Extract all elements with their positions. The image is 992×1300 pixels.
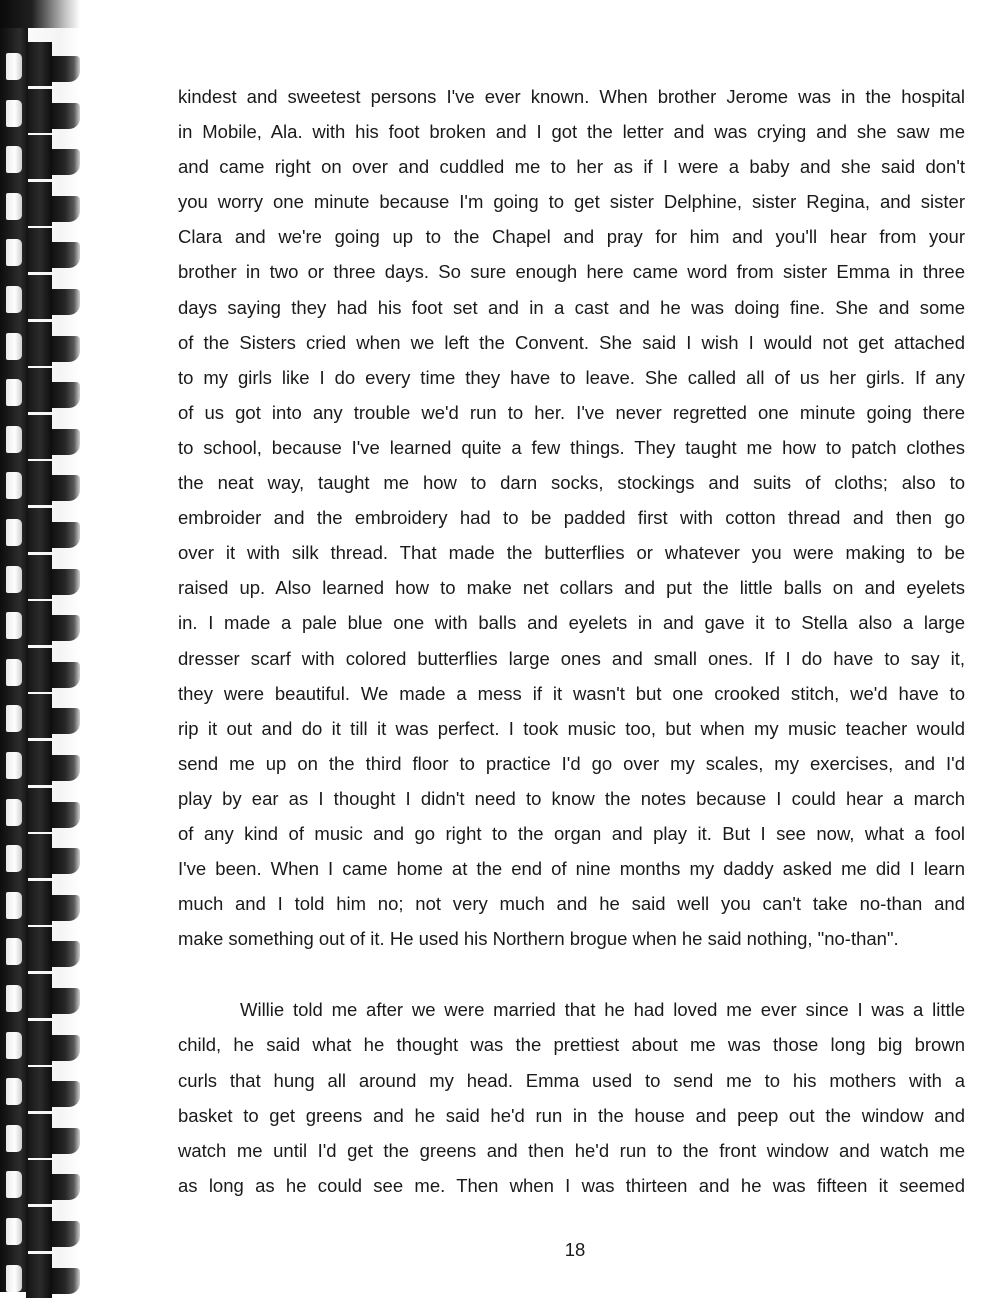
binding-coil bbox=[0, 366, 80, 414]
binding-coil-arm bbox=[26, 42, 52, 86]
text-line: over it with silk thread. That made the butterflies or whatever you were making to be bbox=[178, 542, 965, 564]
text-line: and came right on over and cuddled me to her as if I were a baby and she said don't bbox=[178, 156, 965, 178]
binding-coil-arm bbox=[26, 228, 52, 272]
text-line: watch me until I'd get the greens and then he'd run to the front window and watch me bbox=[178, 1139, 965, 1161]
binding-coil-arm bbox=[26, 415, 52, 459]
binding-coil-tip bbox=[50, 615, 80, 641]
binding-coil-arm bbox=[26, 1160, 52, 1204]
binding-hole bbox=[6, 1125, 22, 1152]
binding-coil-arm bbox=[26, 1114, 52, 1158]
binding-hole bbox=[6, 799, 22, 826]
binding-coil-tip bbox=[50, 475, 80, 501]
binding-coil-arm bbox=[26, 322, 52, 366]
binding-coil bbox=[0, 1158, 80, 1206]
binding-coil bbox=[0, 87, 80, 135]
binding-coil-arm bbox=[26, 834, 52, 878]
binding-coil bbox=[0, 133, 80, 181]
binding-coil-arm bbox=[26, 648, 52, 692]
binding-hole bbox=[6, 985, 22, 1012]
text-line: of any kind of music and go right to the organ and play it. But I see now, what a fool bbox=[178, 822, 965, 844]
binding-hole bbox=[6, 892, 22, 919]
binding-coil-tip bbox=[50, 1081, 80, 1107]
binding-coil-arm bbox=[26, 741, 52, 785]
text-line: of us got into any trouble we'd run to her. I've never regretted one minute going there bbox=[178, 401, 965, 423]
binding-hole bbox=[6, 1078, 22, 1105]
binding-coil-arm bbox=[26, 1207, 52, 1251]
binding-hole bbox=[6, 519, 22, 546]
binding-coil-tip bbox=[50, 103, 80, 129]
binding-coil-tip bbox=[50, 429, 80, 455]
binding-coil-tip bbox=[50, 755, 80, 781]
text-line: much and I told him no; not very much and he said well you can't take no-than and bbox=[178, 893, 965, 915]
binding-hole bbox=[6, 239, 22, 266]
binding-coil-tip bbox=[50, 848, 80, 874]
binding-coil-arm bbox=[26, 135, 52, 179]
binding-coil-arm bbox=[26, 1021, 52, 1065]
binding-coil bbox=[0, 320, 80, 368]
text-line: kindest and sweetest persons I've ever known. When brother Jerome was in the hospital bbox=[178, 86, 965, 107]
binding-hole bbox=[6, 193, 22, 220]
binding-coil-arm bbox=[26, 601, 52, 645]
binding-coil bbox=[0, 1205, 80, 1253]
binding-coil bbox=[0, 40, 80, 88]
binding-coil-tip bbox=[50, 708, 80, 734]
binding-hole bbox=[6, 845, 22, 872]
binding-coil-arm bbox=[26, 881, 52, 925]
text-line: dresser scarf with colored butterflies large ones and small ones. If I do have to say it, bbox=[178, 647, 965, 669]
binding-coil-tip bbox=[50, 988, 80, 1014]
binding-coil-tip bbox=[50, 289, 80, 315]
binding-coil-tip bbox=[50, 56, 80, 82]
binding-hole bbox=[6, 566, 22, 593]
binding-coil bbox=[0, 786, 80, 834]
binding-coil-tip bbox=[50, 662, 80, 688]
binding-hole bbox=[6, 146, 22, 173]
binding-coil-arm bbox=[26, 275, 52, 319]
binding-coil-arm bbox=[26, 508, 52, 552]
binding-coil-arm bbox=[26, 89, 52, 133]
binding-hole bbox=[6, 1032, 22, 1059]
binding-coil-arm bbox=[26, 694, 52, 738]
binding-hole bbox=[6, 1218, 22, 1245]
binding-coil-arm bbox=[26, 974, 52, 1018]
binding-coil-arm bbox=[26, 788, 52, 832]
text-line: Willie told me after we were married that he had loved me ever since I was a little bbox=[240, 999, 965, 1021]
binding-coil-tip bbox=[50, 242, 80, 268]
binding-coil-tip bbox=[50, 895, 80, 921]
binding-hole bbox=[6, 426, 22, 453]
binding-coil bbox=[0, 226, 80, 274]
binding-coil-tip bbox=[50, 382, 80, 408]
binding-coil bbox=[0, 1019, 80, 1067]
binding-coil-arm bbox=[26, 1254, 52, 1298]
page-number: 18 bbox=[564, 1239, 586, 1260]
text-line: embroider and the embroidery had to be padded first with cotton thread and then go bbox=[178, 507, 965, 529]
text-line: they were beautiful. We made a mess if it wasn't but one crooked stitch, we'd have to bbox=[178, 682, 965, 704]
binding-coil-tip bbox=[50, 1035, 80, 1061]
binding-coil bbox=[0, 925, 80, 973]
binding-coil-tip bbox=[50, 569, 80, 595]
binding-hole bbox=[6, 1171, 22, 1198]
binding-hole bbox=[6, 752, 22, 779]
binding-coil bbox=[0, 1112, 80, 1160]
binding-coil-tip bbox=[50, 522, 80, 548]
text-line: days saying they had his foot set and in a cast and he was doing fine. She and some bbox=[178, 296, 965, 318]
binding-coil-tip bbox=[50, 941, 80, 967]
binding-hole bbox=[6, 472, 22, 499]
binding-coil-arm bbox=[26, 182, 52, 226]
text-line: to my girls like I do every time they have to leave. She called all of us her girls. If any bbox=[178, 366, 965, 388]
binding-coil-arm bbox=[26, 555, 52, 599]
binding-coil-tip bbox=[50, 802, 80, 828]
text-line: play by ear as I thought I didn't need to know the notes because I could hear a march bbox=[178, 787, 965, 809]
binding-hole bbox=[6, 53, 22, 80]
text-line: raised up. Also learned how to make net collars and put the little balls on and eyelets bbox=[178, 577, 965, 599]
binding-coil bbox=[0, 646, 80, 694]
binding-coil-tip bbox=[50, 1221, 80, 1247]
text-line: you worry one minute because I'm going to get sister Delphine, sister Regina, and sister bbox=[178, 191, 965, 213]
text-line: of the Sisters cried when we left the Convent. She said I wish I would not get attached bbox=[178, 331, 965, 353]
binding-hole bbox=[6, 286, 22, 313]
binding-coil bbox=[0, 506, 80, 554]
binding-coil bbox=[0, 692, 80, 740]
binding-hole bbox=[6, 938, 22, 965]
binding-coil bbox=[0, 459, 80, 507]
binding-coil bbox=[0, 413, 80, 461]
binding-hole bbox=[6, 333, 22, 360]
binding-coil-arm bbox=[26, 461, 52, 505]
text-line: in Mobile, Ala. with his foot broken and I got the letter and was crying and she saw me bbox=[178, 121, 965, 143]
binding-coil-tip bbox=[50, 1268, 80, 1294]
text-line: the neat way, taught me how to darn socks, stockings and suits of cloths; also to bbox=[178, 472, 965, 494]
binding-coil-arm bbox=[26, 1067, 52, 1111]
binding-coil bbox=[0, 1065, 80, 1113]
binding-coil bbox=[0, 599, 80, 647]
binding-coil bbox=[0, 1252, 80, 1300]
text-line: basket to get greens and he said he'd run in the house and peep out the window and bbox=[178, 1104, 965, 1126]
binding-hole bbox=[6, 705, 22, 732]
text-line: to school, because I've learned quite a few things. They taught me how to patch clothes bbox=[178, 436, 965, 458]
binding-coil-arm bbox=[26, 368, 52, 412]
binding-coil-tip bbox=[50, 149, 80, 175]
binding-coil bbox=[0, 739, 80, 787]
binding-coil-tip bbox=[50, 196, 80, 222]
text-line: I've been. When I came home at the end of nine months my daddy asked me did I learn bbox=[178, 858, 965, 880]
binding-coil bbox=[0, 972, 80, 1020]
binding-hole bbox=[6, 100, 22, 127]
text-line: as long as he could see me. Then when I was thirteen and he was fifteen it seemed bbox=[178, 1174, 965, 1196]
binding-hole bbox=[6, 659, 22, 686]
text-line: curls that hung all around my head. Emma used to send me to his mothers with a bbox=[178, 1069, 965, 1091]
document-body bbox=[178, 79, 965, 1203]
binding-coil bbox=[0, 180, 80, 228]
binding-hole bbox=[6, 379, 22, 406]
binding-top-edge bbox=[0, 0, 80, 28]
text-line: brother in two or three days. So sure enough here came word from sister Emma in three bbox=[178, 261, 965, 283]
binding-coil bbox=[0, 832, 80, 880]
text-line: in. I made a pale blue one with balls and eyelets in and gave it to Stella also a large bbox=[178, 612, 965, 634]
text-line: send me up on the third floor to practice I'd go over my scales, my exercises, and I'd bbox=[178, 752, 965, 774]
binding-coil-tip bbox=[50, 1174, 80, 1200]
text-line: Clara and we're going up to the Chapel and pray for him and you'll hear from your bbox=[178, 226, 965, 248]
binding-hole bbox=[6, 612, 22, 639]
binding-coil bbox=[0, 879, 80, 927]
binding-coil-arm bbox=[26, 927, 52, 971]
text-line: rip it out and do it till it was perfect. I took music too, but when my music teacher would bbox=[178, 717, 965, 739]
binding-coil bbox=[0, 273, 80, 321]
text-line: make something out of it. He used his Northern brogue when he said nothing, "no-than". bbox=[178, 928, 899, 950]
binding-coil-tip bbox=[50, 1128, 80, 1154]
binding-hole bbox=[6, 1265, 22, 1292]
text-line: child, he said what he thought was the prettiest about me was those long big brown bbox=[178, 1034, 965, 1056]
binding-coil-tip bbox=[50, 336, 80, 362]
spiral-binding bbox=[0, 0, 80, 1292]
binding-coil bbox=[0, 553, 80, 601]
